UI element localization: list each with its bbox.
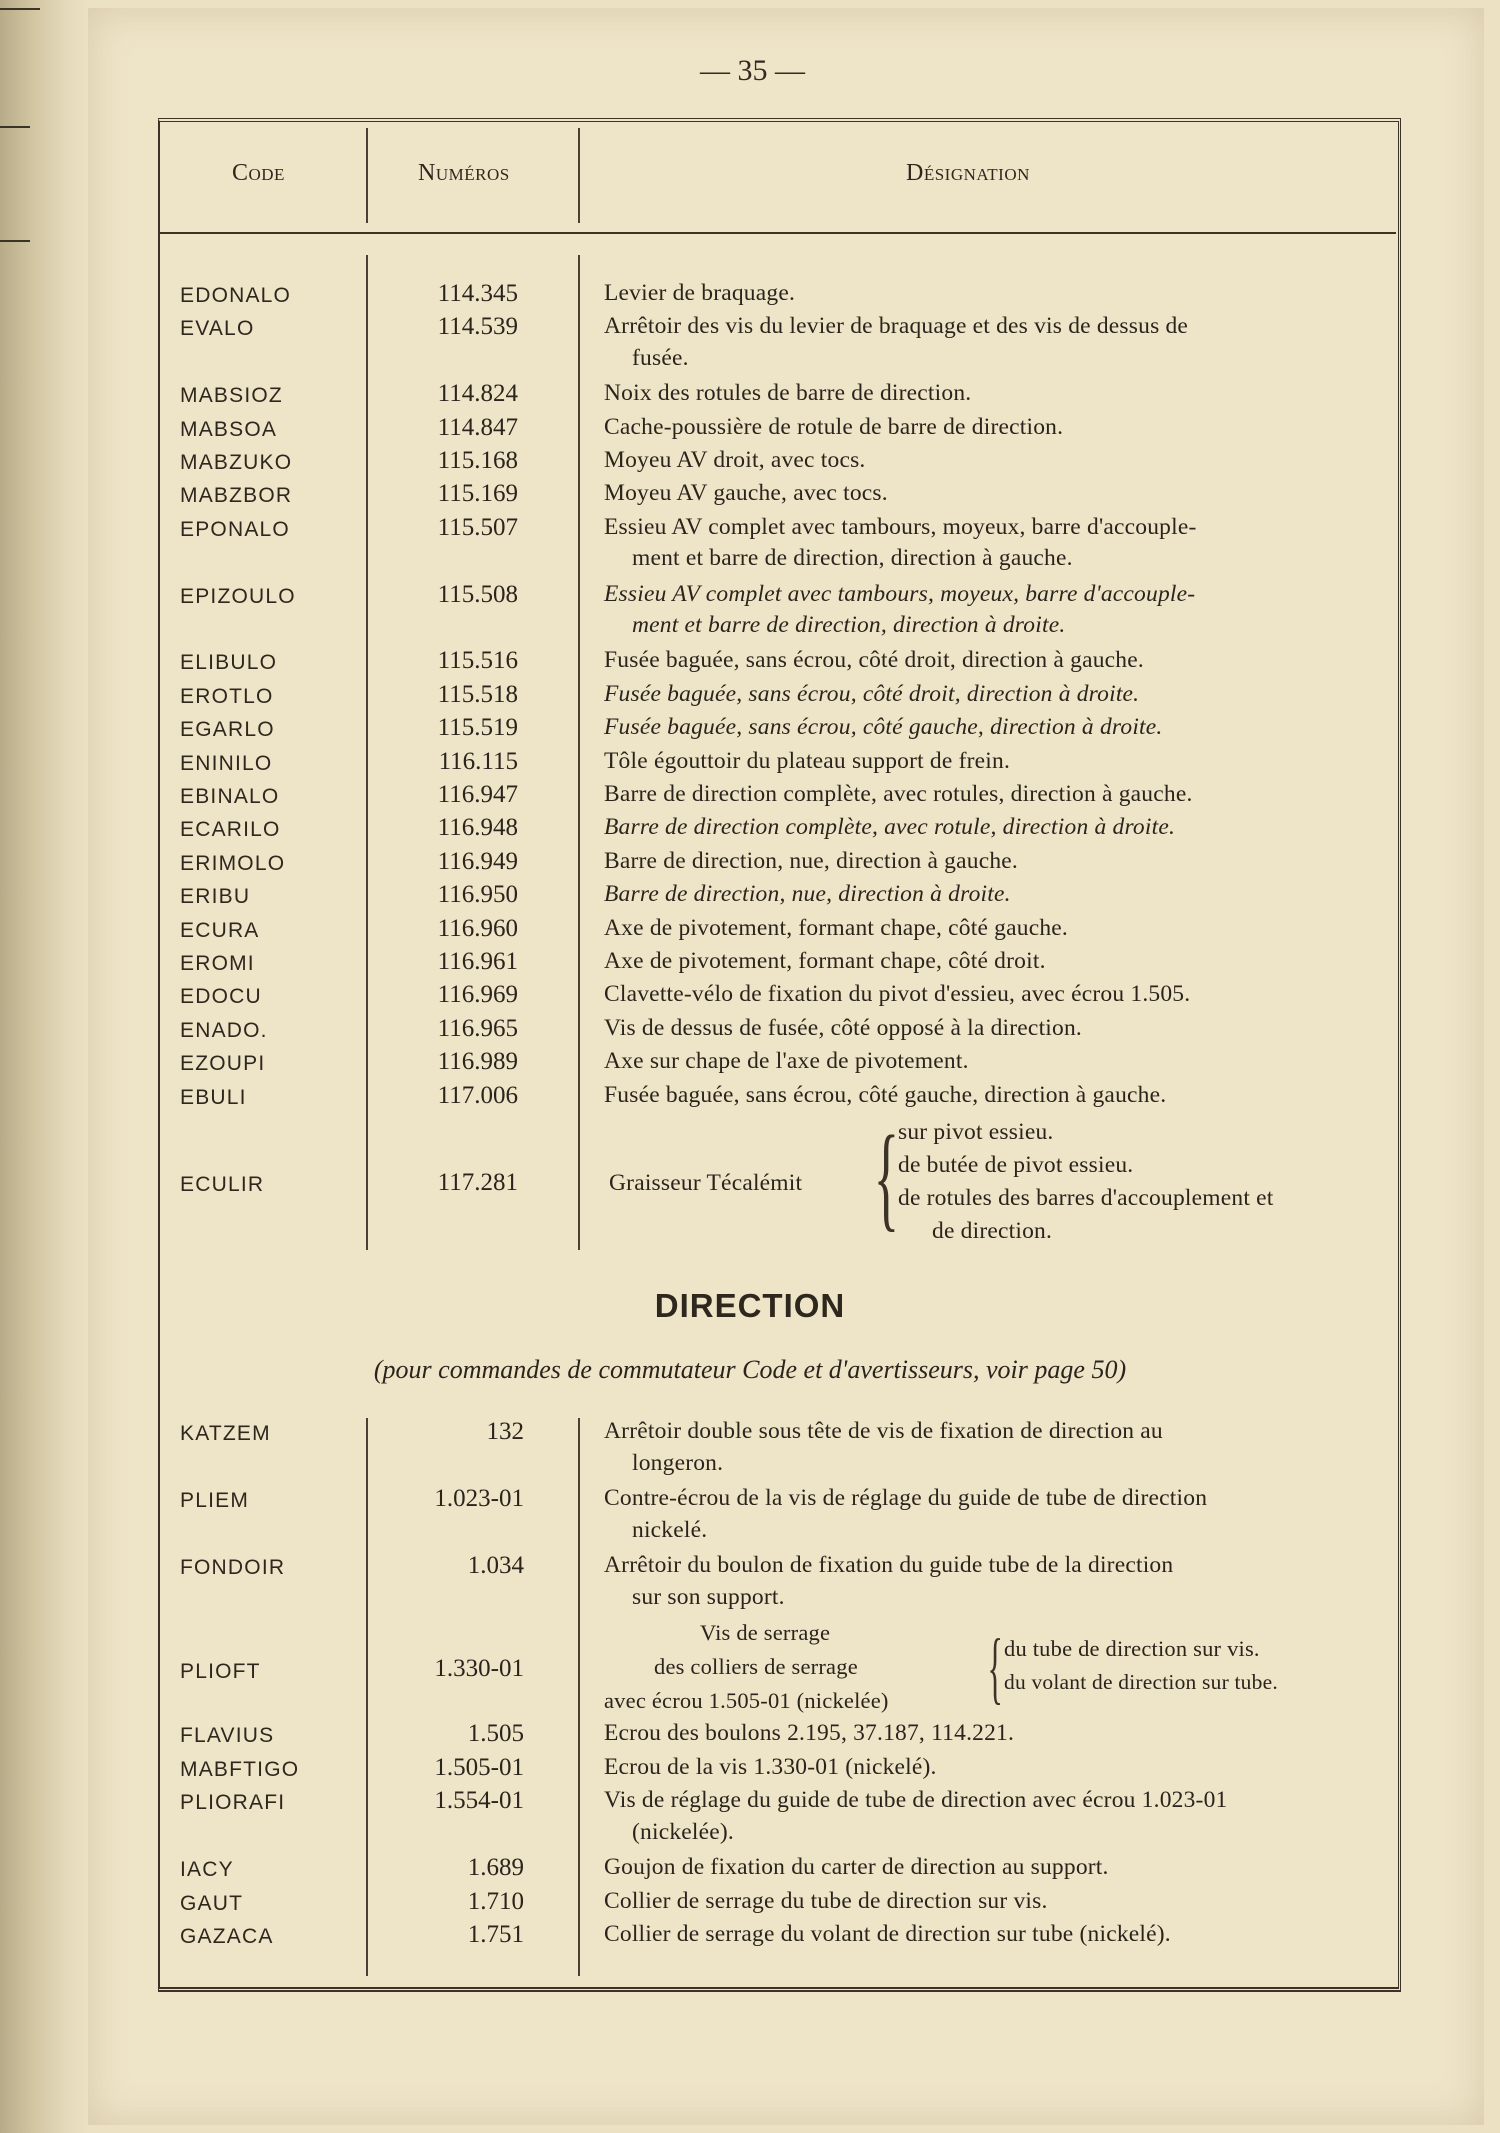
part-code: EROMI bbox=[180, 952, 255, 975]
part-code: PLIEM bbox=[180, 1489, 250, 1512]
part-number: 115.508 bbox=[437, 580, 518, 608]
part-code: KATZEM bbox=[180, 1422, 271, 1445]
part-code: EGARLO bbox=[180, 718, 275, 742]
part-designation: Moyeu AV droit, avec tocs. bbox=[604, 447, 866, 473]
part-designation: Collier de serrage du tube de direction sur vis. bbox=[604, 1887, 1048, 1914]
part-code: MABFTIGO bbox=[180, 1757, 300, 1781]
part-designation: Arrêtoir des vis du levier de braquage et des vis de dessus de bbox=[604, 313, 1189, 340]
part-number: 1.554-01 bbox=[434, 1787, 524, 1814]
part-code: EDOCU bbox=[180, 985, 262, 1009]
part-number: 117.006 bbox=[437, 1081, 518, 1109]
part-number: 116.965 bbox=[437, 1014, 518, 1042]
part-designation: Axe de pivotement, formant chape, côté droit. bbox=[604, 948, 1046, 974]
header-designation: Désignation bbox=[906, 160, 1030, 186]
spine-mark bbox=[0, 240, 30, 242]
part-number: 115.519 bbox=[437, 714, 518, 742]
plioft-right-line: du tube de direction sur vis. bbox=[1004, 1636, 1260, 1661]
part-designation: Fusée baguée, sans écrou, côté gauche, direction à droite. bbox=[604, 714, 1163, 741]
part-number: 1.023-01 bbox=[434, 1485, 524, 1512]
part-number: 116.949 bbox=[437, 847, 518, 875]
part-number: 115.169 bbox=[437, 480, 518, 508]
part-code: ERIBU bbox=[180, 885, 251, 909]
part-designation: Clavette-vélo de fixation du pivot d'essieu, avec écrou 1.505. bbox=[604, 981, 1191, 1008]
part-designation: longeron. bbox=[632, 1449, 724, 1476]
part-code: MABSOA bbox=[180, 417, 278, 441]
header-code: Code bbox=[232, 160, 285, 186]
part-number: 116.960 bbox=[437, 914, 518, 942]
part-number: 115.516 bbox=[437, 647, 518, 675]
part-designation: Contre-écrou de la vis de réglage du guide de tube de direction bbox=[604, 1485, 1208, 1511]
column-divider bbox=[578, 1418, 580, 1976]
part-designation: Arrêtoir double sous tête de vis de fixation de direction au bbox=[604, 1418, 1163, 1444]
plioft-code: PLIOFT bbox=[180, 1660, 261, 1683]
part-designation: Cache-poussière de rotule de barre de direction. bbox=[604, 413, 1064, 440]
part-designation: ment et barre de direction, direction à gauche. bbox=[632, 545, 1073, 572]
grease-line: de butée de pivot essieu. bbox=[898, 1152, 1134, 1178]
part-designation: Tôle égouttoir du plateau support de frein. bbox=[604, 747, 1011, 774]
part-designation: Essieu AV complet avec tambours, moyeux, barre d'accouple- bbox=[604, 513, 1197, 540]
part-number: 114.847 bbox=[437, 413, 518, 441]
section-title: DIRECTION bbox=[654, 1287, 846, 1324]
part-number: 1.034 bbox=[467, 1552, 524, 1579]
brace-icon: { bbox=[873, 1111, 900, 1242]
column-divider bbox=[578, 128, 580, 223]
part-number: 116.947 bbox=[437, 781, 518, 808]
part-code: EVALO bbox=[180, 317, 255, 341]
part-code: FONDOIR bbox=[180, 1556, 286, 1579]
part-designation: Vis de dessus de fusée, côté opposé à la direction. bbox=[604, 1014, 1082, 1041]
part-number: 116.948 bbox=[437, 814, 518, 842]
part-number: 1.505-01 bbox=[434, 1753, 524, 1781]
part-number: 115.507 bbox=[437, 513, 518, 541]
spine-mark bbox=[0, 8, 40, 10]
part-number: 1.710 bbox=[467, 1887, 524, 1915]
part-number: 114.824 bbox=[437, 380, 518, 408]
part-number: 116.989 bbox=[437, 1048, 518, 1076]
header-rule bbox=[160, 232, 1396, 234]
grease-number: 117.281 bbox=[437, 1169, 518, 1196]
grease-line: de direction. bbox=[932, 1218, 1053, 1244]
plioft-left-line: des colliers de serrage bbox=[654, 1654, 858, 1679]
part-code: EPONALO bbox=[180, 517, 290, 541]
part-designation: sur son support. bbox=[632, 1583, 785, 1610]
part-designation: Moyeu AV gauche, avec tocs. bbox=[604, 480, 888, 507]
part-number: 116.961 bbox=[437, 948, 518, 975]
part-designation: ment et barre de direction, direction à droite. bbox=[632, 612, 1066, 638]
part-code: GAUT bbox=[180, 1891, 244, 1915]
part-designation: nickelé. bbox=[632, 1516, 708, 1543]
part-code: MABZUKO bbox=[180, 451, 293, 474]
part-designation: Axe sur chape de l'axe de pivotement. bbox=[604, 1048, 969, 1075]
part-code: PLIORAFI bbox=[180, 1791, 286, 1814]
part-designation: Barre de direction complète, avec rotule, direction à droite. bbox=[604, 814, 1176, 841]
part-designation: Ecrou des boulons 2.195, 37.187, 114.221. bbox=[604, 1720, 1015, 1746]
brace-icon: { bbox=[987, 1624, 1003, 1712]
part-designation: Barre de direction complète, avec rotules, direction à gauche. bbox=[604, 781, 1193, 807]
part-designation: Vis de réglage du guide de tube de direction avec écrou 1.023-01 bbox=[604, 1787, 1228, 1813]
part-designation: Fusée baguée, sans écrou, côté gauche, direction à gauche. bbox=[604, 1081, 1167, 1108]
part-designation: Collier de serrage du volant de direction sur tube (nickelé). bbox=[604, 1921, 1171, 1947]
part-designation: Ecrou de la vis 1.330-01 (nickelé). bbox=[604, 1753, 937, 1780]
part-number: 1.751 bbox=[467, 1921, 524, 1948]
plioft-right-line: du volant de direction sur tube. bbox=[1004, 1670, 1278, 1694]
header-numeros: Numéros bbox=[418, 160, 510, 186]
column-divider bbox=[366, 1418, 368, 1976]
page-number: — 35 — bbox=[700, 54, 805, 87]
plioft-number: 1.330-01 bbox=[434, 1655, 524, 1682]
part-code: IACY bbox=[180, 1858, 234, 1881]
part-designation: Barre de direction, nue, direction à droite. bbox=[604, 881, 1011, 908]
part-code: MABZBOR bbox=[180, 484, 293, 508]
part-number: 116.969 bbox=[437, 981, 518, 1009]
part-code: EROTLO bbox=[180, 684, 274, 708]
part-code: EBULI bbox=[180, 1085, 247, 1109]
part-designation: Levier de braquage. bbox=[604, 280, 796, 306]
part-code: ECARILO bbox=[180, 818, 281, 842]
grease-label: Graisseur Técalémit bbox=[609, 1170, 803, 1196]
part-number: 116.950 bbox=[437, 881, 518, 909]
part-designation: Essieu AV complet avec tambours, moyeux, barre d'accouple- bbox=[604, 580, 1196, 607]
part-designation: Barre de direction, nue, direction à gauche. bbox=[604, 847, 1018, 874]
part-code: ENINILO bbox=[180, 751, 273, 775]
part-designation: Fusée baguée, sans écrou, côté droit, direction à gauche. bbox=[604, 647, 1144, 674]
column-divider bbox=[366, 128, 368, 223]
part-code: MABSIOZ bbox=[180, 384, 283, 408]
part-code: EZOUPI bbox=[180, 1052, 266, 1076]
part-code: FLAVIUS bbox=[180, 1724, 275, 1747]
part-number: 115.518 bbox=[437, 680, 518, 708]
grease-code: ECULIR bbox=[180, 1173, 265, 1196]
part-number: 132 bbox=[486, 1418, 524, 1445]
part-number: 116.115 bbox=[438, 747, 518, 775]
spine-mark bbox=[0, 126, 30, 128]
part-code: EPIZOULO bbox=[180, 584, 296, 608]
part-code: GAZACA bbox=[180, 1925, 274, 1948]
section-note: (pour commandes de commutateur Code et d'avertisseurs, voir page 50) bbox=[373, 1355, 1127, 1384]
part-code: EDONALO bbox=[180, 284, 292, 307]
grease-line: de rotules des barres d'accouplement et bbox=[898, 1185, 1274, 1211]
plioft-left-line: Vis de serrage bbox=[700, 1620, 831, 1645]
part-designation: Arrêtoir du boulon de fixation du guide tube de la direction bbox=[604, 1552, 1174, 1578]
part-code: ELIBULO bbox=[180, 651, 278, 675]
part-number: 114.539 bbox=[437, 313, 518, 341]
part-code: EBINALO bbox=[180, 785, 280, 808]
part-designation: fusée. bbox=[632, 344, 689, 371]
column-divider bbox=[578, 255, 580, 1250]
part-code: ENADO. bbox=[180, 1018, 268, 1042]
part-code: ECURA bbox=[180, 918, 260, 942]
plioft-left-line: avec écrou 1.505-01 (nickelée) bbox=[604, 1688, 889, 1713]
book-spine bbox=[0, 0, 88, 2133]
part-designation: Fusée baguée, sans écrou, côté droit, direction à droite. bbox=[604, 680, 1140, 707]
part-designation: Noix des rotules de barre de direction. bbox=[604, 380, 972, 407]
part-number: 1.689 bbox=[467, 1854, 524, 1881]
part-designation: (nickelée). bbox=[632, 1818, 735, 1845]
part-code: ERIMOLO bbox=[180, 851, 286, 875]
part-designation: Goujon de fixation du carter de direction au support. bbox=[604, 1854, 1109, 1880]
part-number: 115.168 bbox=[437, 447, 518, 474]
part-designation: Axe de pivotement, formant chape, côté gauche. bbox=[604, 914, 1068, 941]
part-number: 114.345 bbox=[437, 280, 518, 307]
grease-line: sur pivot essieu. bbox=[898, 1119, 1054, 1145]
part-number: 1.505 bbox=[467, 1720, 524, 1747]
